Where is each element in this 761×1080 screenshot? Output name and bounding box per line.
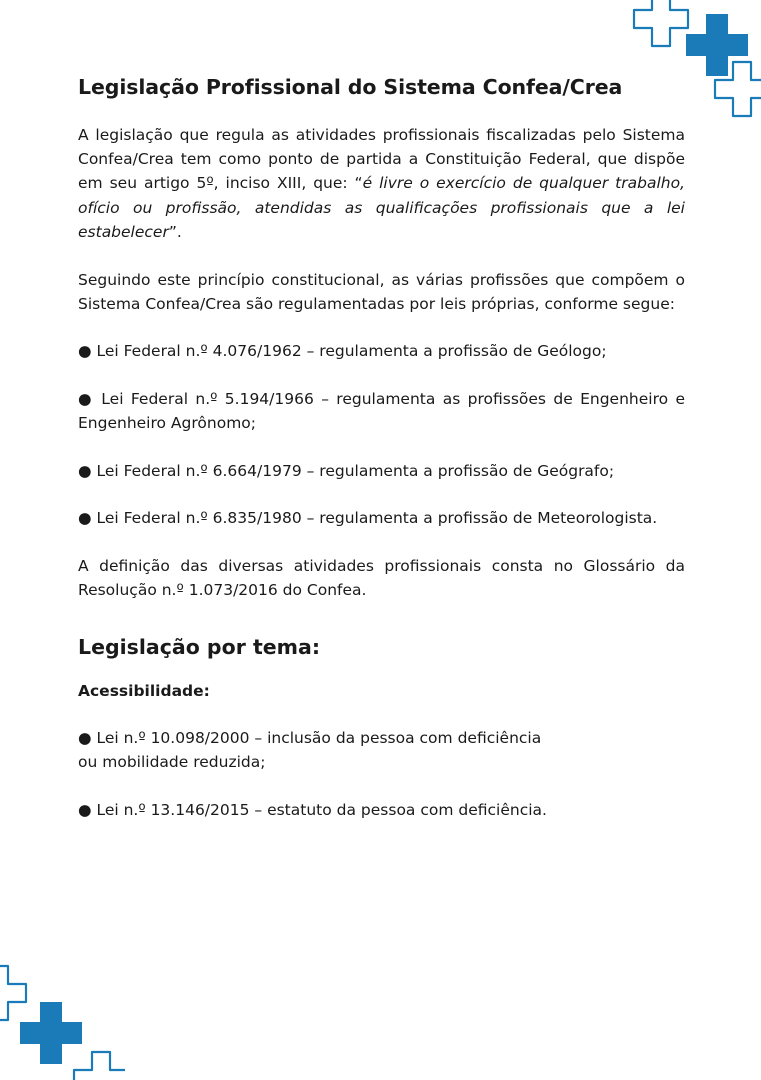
law-item: ● Lei Federal n.º 4.076/1962 – regulamenta a profissão de Geólogo; bbox=[78, 342, 607, 361]
principle-paragraph: Seguindo este princípio constitucional, as várias profissões que compõem o Sistema Confea/Crea são regulamentadas por leis próprias, conforme segue: bbox=[78, 270, 685, 314]
law-item: ● Lei Federal n.º 5.194/1966 – regulamenta as profissões de Engenheiro e Engenheiro Agrônomo; bbox=[78, 389, 685, 433]
law-item-line: ● Lei n.º 10.098/2000 – inclusão da pessoa com deficiência bbox=[78, 728, 542, 747]
constitution-quote: é livre o exercício de qualquer trabalho, ofício ou profissão, atendidas as qualificações profissionais que a lei estabelecer bbox=[78, 174, 685, 242]
accessibility-subheading: Acessibilidade: bbox=[78, 681, 210, 700]
document-content bbox=[78, 74, 685, 845]
intro-text: A legislação que regula as atividades profissionais fiscalizadas pelo Sistema Confea/Crea tem como ponto de partida a Constituição Federal, que dispõe em seu artigo 5º, inciso XIII, que: “ bbox=[78, 125, 685, 193]
law-item: ● Lei Federal n.º 6.835/1980 – regulamenta a profissão de Meteorologista. bbox=[78, 509, 658, 528]
bottom-left-plus-decoration-icon bbox=[0, 960, 125, 1080]
section-title: Legislação Profissional do Sistema Confea/Crea bbox=[78, 75, 623, 99]
accessibility-law-item: ● Lei n.º 13.146/2015 – estatuto da pessoa com deficiência. bbox=[78, 800, 547, 819]
law-item-line: ou mobilidade reduzida; bbox=[78, 753, 266, 772]
law-item: ● Lei Federal n.º 6.664/1979 – regulamenta a profissão de Geógrafo; bbox=[78, 461, 615, 480]
accessibility-law-item bbox=[78, 726, 685, 775]
intro-paragraph bbox=[78, 123, 685, 245]
intro-text-end: ”. bbox=[168, 223, 182, 242]
definition-paragraph: A definição das diversas atividades profissionais consta no Glossário da Resolução n.º 1.073/2016 do Confea. bbox=[78, 556, 685, 599]
theme-section-title: Legislação por tema: bbox=[78, 635, 321, 660]
